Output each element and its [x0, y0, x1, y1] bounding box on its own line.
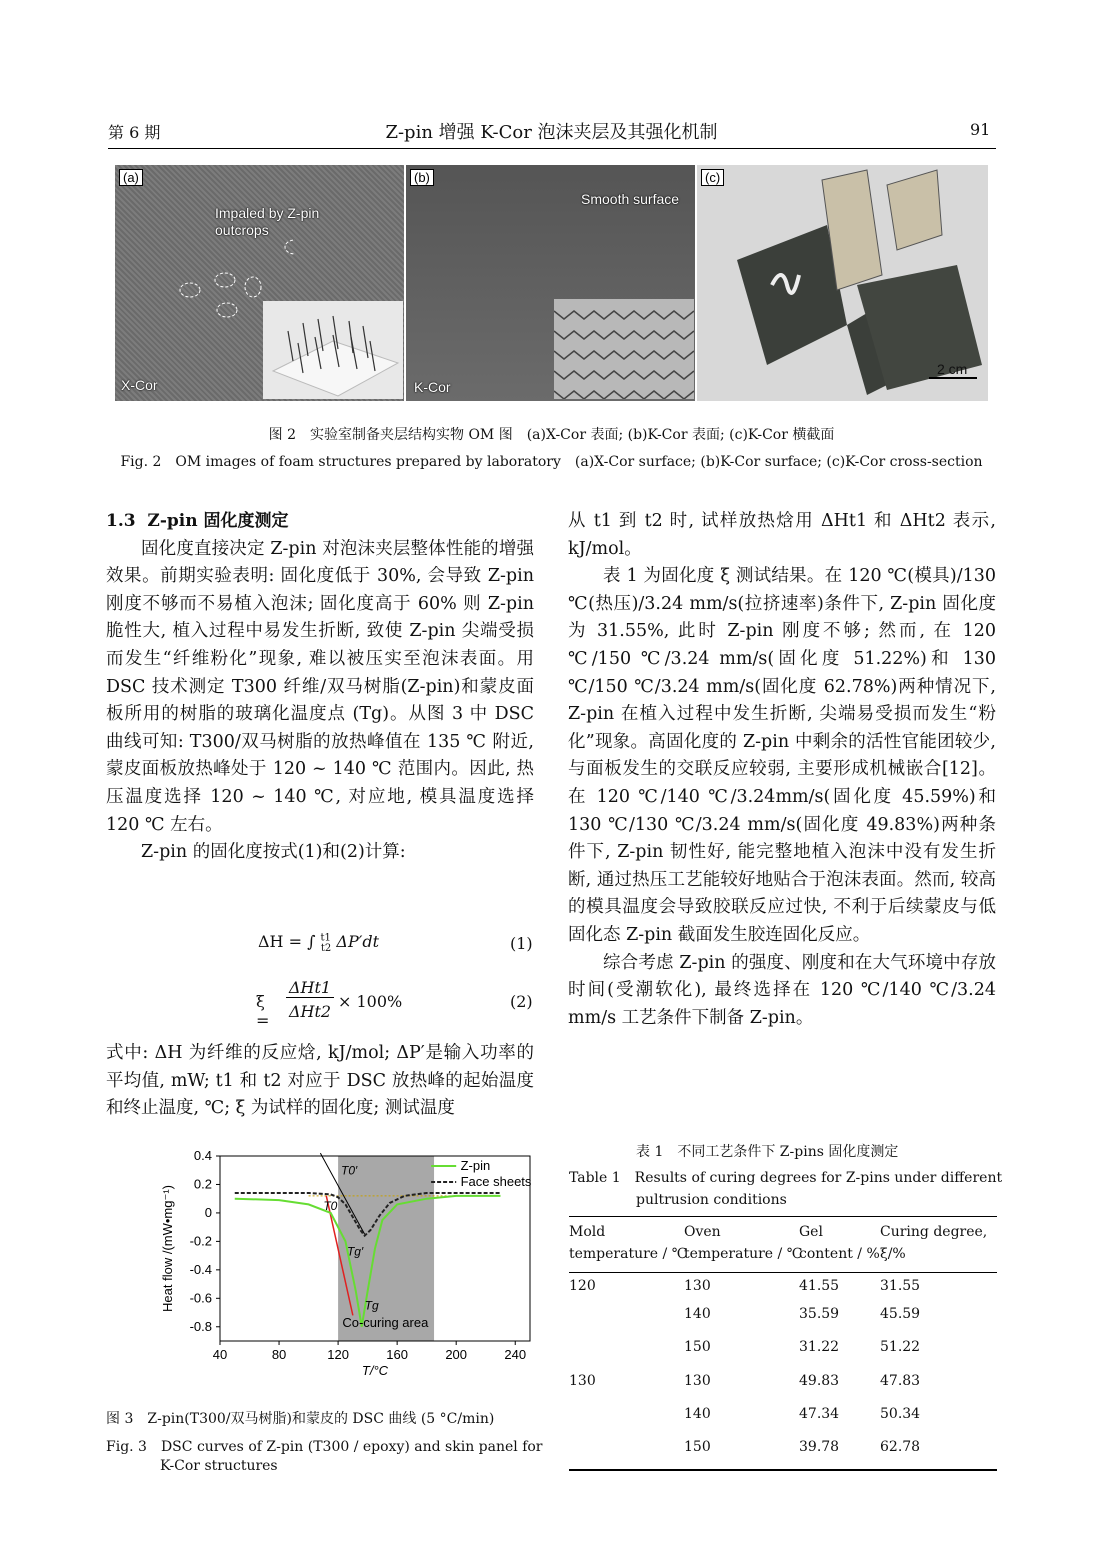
annotation-label: T0	[323, 1199, 338, 1214]
eq1-lower: t2	[320, 943, 332, 955]
table-header-cell: Oven	[684, 1224, 721, 1240]
eq2-number: (2)	[510, 992, 533, 1011]
eq2-lhs: ξ =	[256, 992, 270, 1030]
page-number: 91	[970, 120, 991, 139]
panel-label-bottom: K-Cor	[414, 379, 451, 395]
dsc-chart	[150, 1148, 540, 1398]
table-cell: 130	[684, 1278, 711, 1294]
table-cell: 41.55	[799, 1278, 840, 1294]
legend-label: Z-pin	[460, 1158, 491, 1173]
section-title: Z-pin 固化度测定	[147, 511, 289, 531]
figure2-panel-c	[697, 165, 988, 401]
table-cell: 31.55	[880, 1278, 921, 1294]
table-cell: 130	[569, 1373, 596, 1389]
y-tick-label: 0	[204, 1204, 212, 1220]
table-header-cell: Gel	[799, 1224, 823, 1240]
table-cell: 140	[684, 1306, 711, 1322]
left-column	[106, 508, 534, 867]
panel-tag: (c)	[701, 169, 724, 186]
table-header-rule	[569, 1272, 997, 1273]
table-cell: 39.78	[799, 1439, 840, 1455]
table1-title-en-2: pultrusion conditions	[636, 1192, 787, 1208]
scale-label: 2 cm	[937, 361, 968, 377]
eq1-rhs: ΔP′dt	[336, 932, 380, 951]
table-cell: 35.59	[799, 1306, 840, 1322]
y-tick-label: 0.4	[193, 1148, 212, 1163]
x-cor-inset-image	[263, 301, 403, 399]
table1-title-cn: 表 1 不同工艺条件下 Z-pins 固化度测定	[636, 1144, 899, 1160]
table-header-cell: temperature / ℃	[684, 1246, 803, 1262]
table-bottom-rule	[569, 1469, 997, 1471]
table-cell: 130	[684, 1373, 711, 1389]
table-header-cell: Mold	[569, 1224, 606, 1240]
eq1-number: (1)	[510, 934, 533, 953]
y-tick-label: 0.2	[193, 1176, 212, 1192]
eq2-rhs: × 100%	[338, 992, 403, 1011]
equation-1	[258, 932, 379, 954]
running-title: Z-pin 增强 K-Cor 泡沫夹层及其强化机制	[385, 122, 718, 143]
left-column-cont	[106, 1040, 534, 1123]
left-paragraph-2: Z-pin 的固化度按式(1)和(2)计算:	[141, 842, 406, 863]
region-label: Co-curing area	[342, 1314, 429, 1330]
panel-label-top: Impaled by Z-pin outcrops	[215, 205, 320, 238]
eq2-num: ΔHt1	[286, 978, 334, 998]
header-rule	[108, 148, 996, 149]
right-paragraph-1: 从 t1 到 t2 时, 试样放热焓用 ΔHt1 和 ΔHt2 表示, kJ/mol。	[568, 511, 996, 559]
figure2-panel-b	[406, 165, 695, 401]
table-cell: 45.59	[880, 1306, 921, 1322]
table1-title-en-1: Table 1 Results of curing degrees for Z-pins under different	[569, 1170, 1003, 1186]
figure2-caption-cn: 图 2 实验室制备夹层结构实物 OM 图 (a)X-Cor 表面; (b)K-Cor 表面; (c)K-Cor 横截面	[268, 427, 835, 443]
table-cell: 31.22	[799, 1339, 840, 1355]
y-tick-label: -0.4	[189, 1261, 212, 1277]
table-cell: 49.83	[799, 1373, 840, 1389]
table-cell: 62.78	[880, 1439, 921, 1455]
y-axis-label: Heat flow /(mW•mg⁻¹)	[160, 1185, 175, 1312]
right-paragraph-2: 表 1 为固化度 ξ 测试结果。在 120 ℃(模具)/130 ℃(热压)/3.24 mm/s(拉挤速率)条件下, Z-pin 固化度为 31.55%, 此时 Z-pin 刚度不够; 然而, 在 120 ℃/150 ℃/3.24 mm/s(固化度 51.22%)和 130 ℃/150 ℃/3.24 mm/s(固化度 62.78%)两种情况下, Z-pin 在植入过程中发生折断, 尖端易受损而发生“粉化”现象。高固化度的 Z-pin 中剩余的活性官能团较少, 与面板发生的交联反应较弱, 主要形成机械嵌合[12]。在 120 ℃/140 ℃/3.24mm/s(固化度 45.59%)和 130 ℃/130 ℃/3.24 mm/s(固化度 49.83%)两种条件下, Z-pin 韧性好, 能完整地植入泡沫中没有发生折断, 通过热压工艺能较好地贴合于泡沫表面。然而, 较高的模具温度会导致胶联反应过快, 不利于后续蒙皮与低固化态 Z-pin 截面发生胶连固化反应。	[568, 566, 996, 945]
figure2-panel-a	[115, 165, 404, 401]
annotation-label: T0′	[341, 1163, 358, 1178]
figure2-caption-en: Fig. 2 OM images of foam structures prepared by laboratory (a)X-Cor surface; (b)K-Cor surface; (c)K-Cor cross-section	[120, 454, 983, 470]
panel-tag: (b)	[410, 169, 434, 186]
eq1-upper: t1	[320, 932, 331, 944]
eq2-den: ΔHt2	[288, 1002, 332, 1021]
table-header-cell: ξ/%	[880, 1246, 906, 1262]
figure3-caption-en-1: Fig. 3 DSC curves of Z-pin (T300 / epoxy) and skin panel for	[106, 1439, 543, 1455]
table-header-cell: Curing degree,	[880, 1224, 988, 1240]
x-tick-label: 40	[212, 1347, 228, 1362]
x-tick-label: 200	[445, 1347, 468, 1362]
scale-bar	[929, 377, 977, 379]
table-cell: 150	[684, 1439, 711, 1455]
panel-tag: (a)	[119, 169, 143, 186]
y-tick-label: -0.8	[189, 1318, 212, 1334]
x-axis-label: T/°C	[361, 1363, 389, 1378]
annotation-label: Tg	[364, 1298, 379, 1313]
x-tick-label: 240	[504, 1347, 527, 1362]
eq1-lhs: ΔH = ∫	[258, 932, 316, 951]
x-tick-label: 160	[386, 1347, 408, 1362]
table-header-cell: content / %	[799, 1246, 880, 1262]
table-header-cell: temperature / ℃	[569, 1246, 688, 1262]
y-tick-label: -0.6	[189, 1290, 212, 1306]
panel-label-top: Smooth surface	[581, 191, 680, 207]
figure3-caption-en-2: K-Cor structures	[160, 1458, 278, 1474]
right-column	[568, 508, 996, 1032]
k-cor-inset-image	[554, 299, 694, 399]
table-cell: 47.34	[799, 1406, 840, 1422]
table-top-rule	[569, 1216, 997, 1217]
x-tick-label: 80	[271, 1347, 287, 1362]
x-tick-label: 120	[327, 1347, 349, 1362]
table-cell: 120	[569, 1278, 596, 1294]
legend-label: Face sheets	[460, 1174, 532, 1189]
annotation-label: Tg′	[346, 1244, 364, 1259]
panel-label-bottom: X-Cor	[121, 377, 158, 393]
table-cell: 51.22	[880, 1339, 921, 1355]
table-cell: 150	[684, 1339, 711, 1355]
right-paragraph-3: 综合考虑 Z-pin 的强度、刚度和在大气环境中存放时间(受潮软化), 最终选择在 120 ℃/140 ℃/3.24 mm/s 工艺条件下制备 Z-pin。	[568, 952, 996, 1028]
section-number: 1.3	[106, 511, 136, 531]
figure3-caption-cn: 图 3 Z-pin(T300/双马树脂)和蒙皮的 DSC 曲线 (5 °C/min)	[106, 1411, 495, 1427]
left-paragraph-3: 式中: ΔH 为纤维的反应焓, kJ/mol; ΔP′是输入功率的平均值, mW; t1 和 t2 对应于 DSC 放热峰的起始温度和终止温度, ℃; ξ 为试样的固化度; 测试温度	[106, 1043, 534, 1119]
y-tick-label: -0.2	[189, 1233, 212, 1249]
left-paragraph-1: 固化度直接决定 Z-pin 对泡沫夹层整体性能的增强效果。前期实验表明: 固化度低于 30%, 会导致 Z-pin 刚度不够而不易植入泡沫; 固化度高于 60% 则 Z-pin 脆性大, 植入过程中易发生折断, 致使 Z-pin 尖端受损而发生“纤维粉化”现象, 难以被压实至泡沫表面。用 DSC 技术测定 T300 纤维/双马树脂(Z-pin)和蒙皮面板所用的树脂的玻璃化温度点 (Tg)。从图 3 中 DSC 曲线可知: T300/双马树脂的放热峰值在 135 ℃ 附近, 蒙皮面板放热峰处于 120 ~ 140 ℃ 范围内。因此, 热压温度选择 120 ~ 140 ℃, 对应地, 模具温度选择 120 ℃ 左右。	[106, 538, 534, 835]
table-cell: 50.34	[880, 1406, 921, 1422]
issue-number: 第 6 期	[108, 123, 161, 142]
table-cell: 47.83	[880, 1373, 921, 1389]
table-cell: 140	[684, 1406, 711, 1422]
